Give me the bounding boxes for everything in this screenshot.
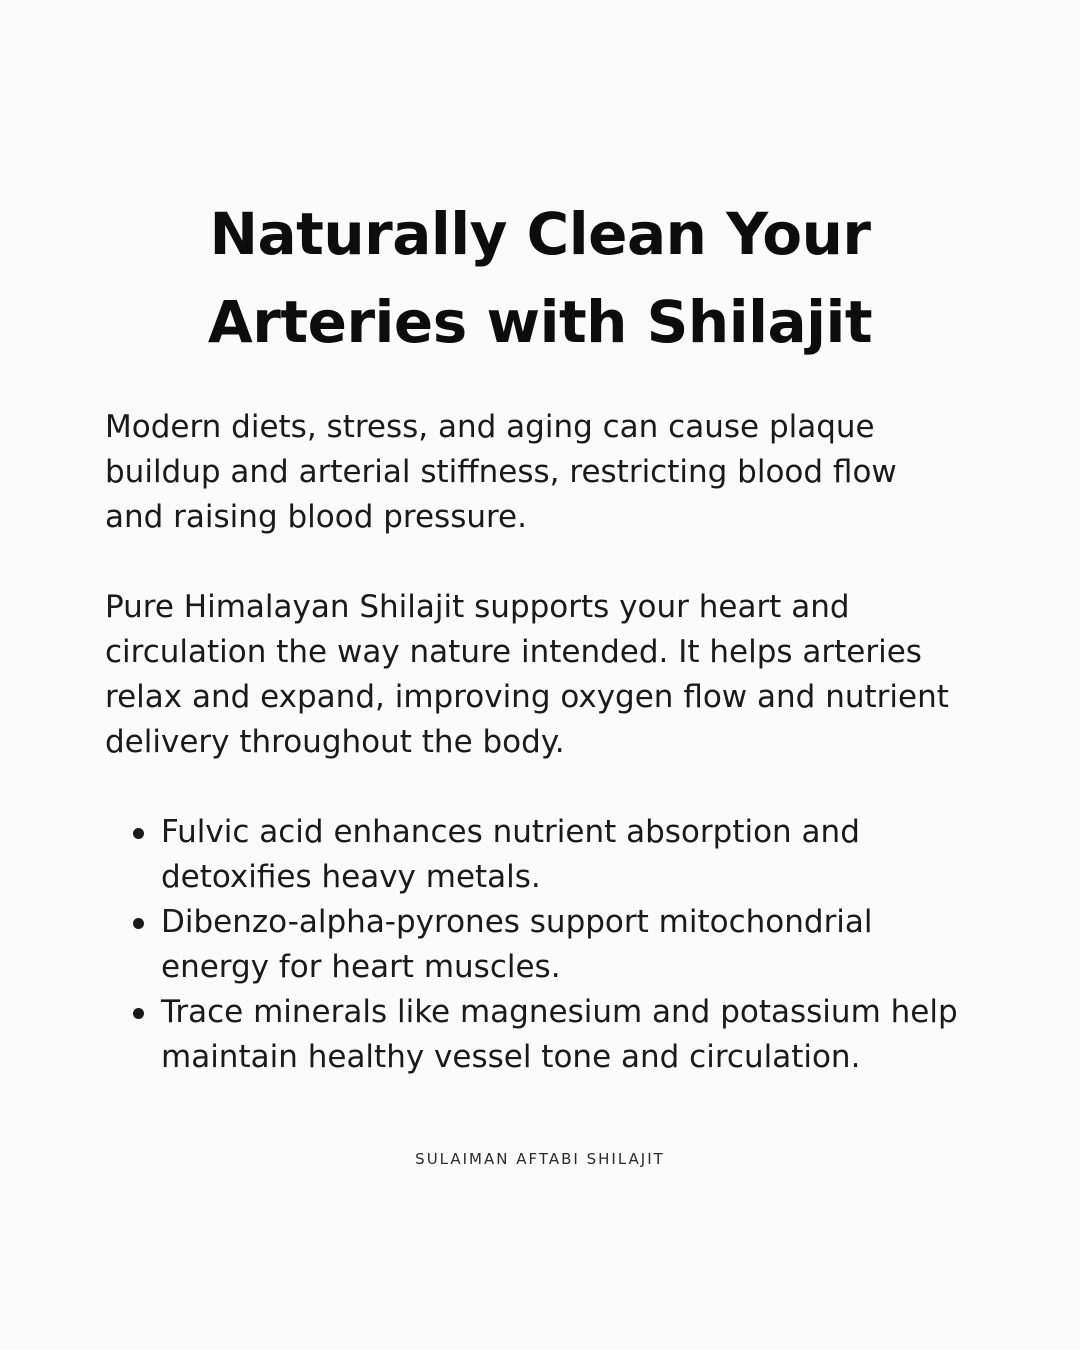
page-title (90, 190, 990, 366)
benefits-paragraph (105, 585, 985, 765)
title-line: Naturally Clean Your (209, 200, 871, 268)
bullet-icon (133, 918, 144, 929)
paragraph-line: relax and expand, improving oxygen flow and nutrient (105, 679, 949, 715)
bullet-icon (133, 828, 144, 839)
list-item-line: detoxifies heavy metals. (161, 859, 541, 895)
paragraph-line: delivery throughout the body. (105, 724, 565, 760)
title-line: Arteries with Shilajit (207, 288, 873, 356)
paragraph-line: Pure Himalayan Shilajit supports your heart and (105, 589, 850, 625)
paragraph-line: Modern diets, stress, and aging can cause plaque (105, 409, 875, 445)
benefits-list (105, 810, 985, 1080)
bullet-icon (133, 1008, 144, 1019)
list-item-line: Fulvic acid enhances nutrient absorption and (161, 814, 860, 850)
list-item (105, 990, 985, 1080)
list-item-line: maintain healthy vessel tone and circulation. (161, 1039, 861, 1075)
list-item-line: energy for heart muscles. (161, 949, 561, 985)
paragraph-line: buildup and arterial stiffness, restricting blood flow (105, 454, 897, 490)
list-item (105, 810, 985, 900)
list-item (105, 900, 985, 990)
brand-footer: SULAIMAN AFTABI SHILAJIT (415, 1150, 665, 1168)
list-item-line: Trace minerals like magnesium and potassium help (161, 994, 958, 1030)
paragraph-line: and raising blood pressure. (105, 499, 527, 535)
paragraph-line: circulation the way nature intended. It helps arteries (105, 634, 922, 670)
intro-paragraph (105, 405, 985, 540)
list-item-line: Dibenzo-alpha-pyrones support mitochondrial (161, 904, 873, 940)
